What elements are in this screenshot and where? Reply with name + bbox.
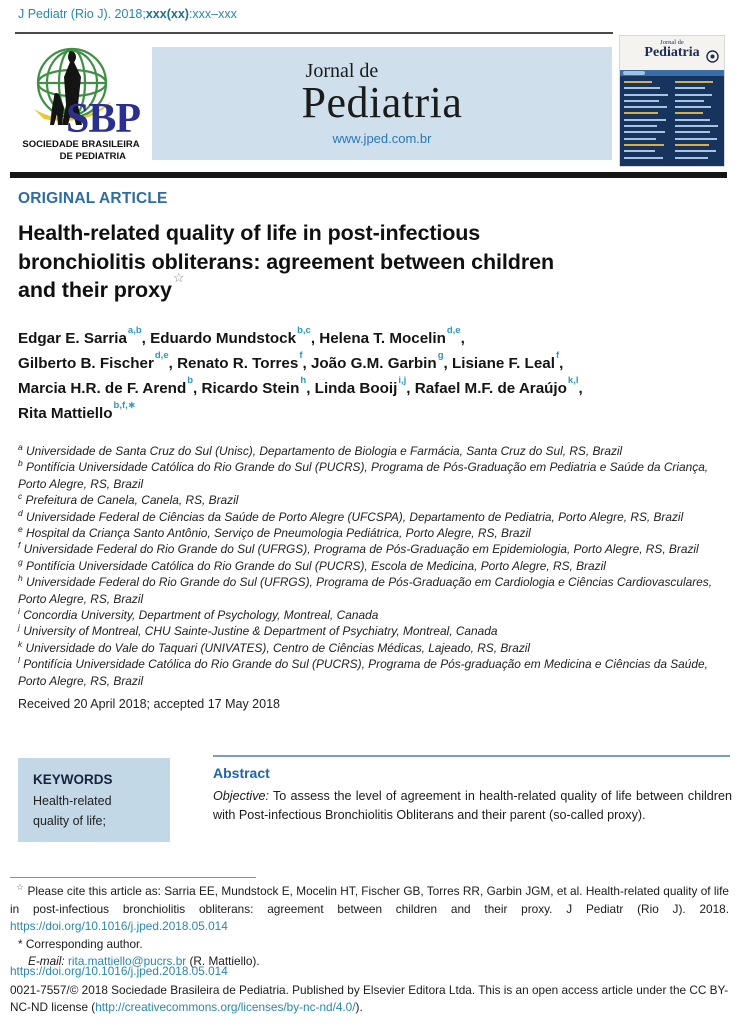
journal-banner-title bbox=[301, 60, 463, 127]
email-label: E-mail: bbox=[28, 954, 65, 968]
footnote-divider bbox=[10, 877, 256, 878]
author-list bbox=[18, 326, 723, 426]
affiliation: $^j$ University of Montreal, CHU Sainte-Justine & Department of Psychiatry, Montreal, Canada bbox=[18, 622, 498, 639]
banner-title-line1: Jornal de bbox=[305, 60, 379, 82]
affiliation: $^e$ Hospital da Criança Santo Antônio, Serviço de Pneumologia Pediátrica, Porto Alegre, RS, Brazil bbox=[18, 524, 531, 541]
journal-reference bbox=[18, 7, 237, 21]
article-doi-link[interactable]: https://doi.org/10.1016/j.jped.2018.05.014 bbox=[10, 964, 228, 978]
abstract-section bbox=[213, 765, 732, 825]
author-affiliation-sup: a,b bbox=[127, 324, 142, 336]
sbp-caption-line2: DE PEDIATRIA bbox=[59, 151, 126, 162]
article-title bbox=[18, 219, 698, 305]
cover-title-line1: Jornal de bbox=[660, 39, 684, 46]
cover-contents-lines bbox=[620, 76, 724, 168]
journal-ref-prefix: J Pediatr (Rio J). 2018; bbox=[18, 7, 146, 21]
keyword: quality of life; bbox=[33, 814, 106, 828]
abstract-objective bbox=[213, 787, 732, 825]
author-affiliation-sup: h bbox=[300, 374, 307, 386]
abstract-divider bbox=[213, 755, 730, 757]
copyright-license-line bbox=[10, 982, 729, 1017]
title-line2: bronchiolitis obliterans: agreement between children bbox=[18, 249, 554, 274]
affiliation: $^k$ Universidade do Vale do Taquari (UNIVATES), Centro de Ciências Médicas, Lajeado, RS, Brazil bbox=[18, 638, 531, 655]
author-affiliation-sup: f bbox=[555, 349, 560, 361]
section-divider-bar bbox=[10, 172, 727, 178]
affiliation: $^l$ Pontifícia Universidade Católica do Rio Grande do Sul (PUCRS), Programa de Pós-graduação em Medicina e Ciências da Saúde, Porto Alegre, RS, Brazil bbox=[18, 655, 708, 688]
author-affiliation-sup: g bbox=[437, 349, 444, 361]
article-type-label: ORIGINAL ARTICLE bbox=[18, 190, 168, 207]
author: Edgar E. Sarria$^{a,b}$, bbox=[18, 324, 151, 347]
objective-label: Objective: bbox=[213, 789, 269, 803]
journal-ref-pages: :xxx–xxx bbox=[188, 7, 237, 21]
copyright-text: 0021-7557/© 2018 Sociedade Brasileira de Pediatria. Published by Elsevier Editora Ltda. This is an open access article under the CC BY-NC-ND license ( bbox=[10, 982, 729, 1014]
keywords-heading: KEYWORDS bbox=[33, 772, 113, 787]
header-divider bbox=[15, 32, 613, 34]
citation-footnote bbox=[10, 883, 729, 936]
journal-ref-volume: xxx(xx) bbox=[145, 7, 189, 21]
email-suffix: (R. Mattiello). bbox=[189, 954, 260, 968]
sbp-acronym: SBP bbox=[66, 96, 141, 142]
cover-emblem-icon bbox=[706, 50, 719, 63]
affiliation-list bbox=[18, 443, 730, 689]
cover-header bbox=[620, 36, 724, 70]
author: Lisiane F. Leal$^f$, bbox=[451, 349, 564, 372]
sbp-logo bbox=[14, 43, 148, 167]
author-affiliation-sup: d,e bbox=[154, 349, 169, 361]
journal-cover-thumbnail bbox=[620, 36, 724, 166]
affiliation: $^b$ Pontifícia Universidade Católica do Rio Grande do Sul (PUCRS), Programa de Pós-Graduação em Pediatria e Saúde da Criança, Porto Alegre, RS, Brazil bbox=[18, 458, 709, 491]
author-affiliation-sup: f bbox=[299, 349, 303, 361]
banner-title-line2: Pediatria bbox=[301, 78, 463, 127]
cover-title-line2: Pediatria bbox=[644, 45, 700, 60]
objective-text: To assess the level of agreement in health-related quality of life between children with Post-infectious Bronchiolitis Obliterans and their parent (so-called proxy). bbox=[213, 789, 732, 822]
affiliation: $^c$ Prefeitura de Canela, Canela, RS, Brazil bbox=[18, 491, 239, 508]
author-affiliation-sup: b bbox=[187, 374, 194, 386]
sbp-caption-line1: SOCIEDADE BRASILEIRA bbox=[22, 139, 140, 150]
title-line1: Health-related quality of life in post-infectious bbox=[18, 221, 481, 245]
keywords-box bbox=[18, 758, 170, 842]
citation-doi-link[interactable]: https://doi.org/10.1016/j.jped.2018.05.014 bbox=[10, 919, 228, 933]
affiliation: $^f$ Universidade Federal do Rio Grande do Sul (UFRGS), Programa de Pós-Graduação em Epidemiologia, Porto Alegre, RS, Brazil bbox=[18, 540, 699, 557]
author-affiliation-sup: b,f,∗ bbox=[113, 399, 136, 411]
author: Gilberto B. Fischer$^{d,e}$, bbox=[18, 349, 178, 372]
cover-band bbox=[620, 70, 724, 76]
copyright-suffix: ). bbox=[355, 1000, 363, 1014]
author: Helena T. Mocelin$^{d,e}$, bbox=[319, 324, 465, 347]
author: Rafael M.F. de Araújo$^{k,l}$, bbox=[414, 374, 583, 397]
author: Rita Mattiello$^{b,f,∗}$ bbox=[18, 399, 136, 422]
author: Renato R. Torres$^f$, bbox=[177, 349, 311, 372]
keywords-items bbox=[33, 791, 162, 831]
affiliation: $^a$ Universidade de Santa Cruz do Sul (Unisc), Departamento de Biologia e Farmácia, Santa Cruz do Sul, RS, Brazil bbox=[18, 442, 623, 458]
author: João G.M. Garbin$^g$, bbox=[310, 349, 452, 372]
author-affiliation-sup: d,e bbox=[446, 324, 461, 336]
author-affiliation-sup: b,c bbox=[297, 324, 311, 336]
author: Ricardo Stein$^h$, bbox=[201, 374, 315, 397]
affiliation: $^h$ Universidade Federal do Rio Grande do Sul (UFRGS), Programa de Pós-Graduação em Cardiologia e Ciências Cardiovasculares, Porto Alegre, RS, Brazil bbox=[18, 573, 713, 606]
title-line3: and their proxy bbox=[18, 278, 172, 302]
received-dates: Received 20 April 2018; accepted 17 May 2018 bbox=[18, 697, 280, 711]
sbp-caption bbox=[14, 139, 148, 163]
email-link[interactable]: rita.mattiello@pucrs.br bbox=[68, 954, 187, 968]
publisher-block bbox=[10, 963, 729, 1017]
author: Linda Booij$^{i,j}$, bbox=[314, 374, 415, 397]
keyword: Health-related bbox=[33, 794, 112, 808]
footnote-star-icon: ☆ bbox=[16, 882, 25, 893]
journal-banner bbox=[152, 47, 612, 160]
author: Eduardo Mundstock$^{b,c}$, bbox=[150, 324, 320, 347]
abstract-heading: Abstract bbox=[213, 765, 270, 781]
affiliation: $^g$ Pontifícia Universidade Católica do Rio Grande do Sul (PUCRS), Escola de Medicina, Porto Alegre, RS, Brazil bbox=[18, 556, 606, 573]
author-affiliation-sup: k,l bbox=[567, 374, 579, 386]
affiliation: $^i$ Concordia University, Department of Psychology, Montreal, Canada bbox=[18, 606, 379, 623]
corresponding-author-note: * Corresponding author. bbox=[18, 936, 143, 951]
author-affiliation-sup: i,j bbox=[398, 374, 407, 386]
journal-website-link[interactable]: www.jped.com.br bbox=[332, 131, 432, 146]
citation-text: Please cite this article as: Sarria EE, Mundstock E, Mocelin HT, Fischer GB, Torres RR, Garbin JGM, et al. Health-related quality of life in post-infectious bronchiolitis obliterans: agreement between children and their proxy. J Pediatr (Rio J). 2018. bbox=[10, 884, 729, 916]
license-link[interactable]: http://creativecommons.org/licenses/by-nc-nd/4.0/ bbox=[95, 1000, 356, 1014]
author: Marcia H.R. de F. Arend$^b$, bbox=[18, 374, 202, 397]
affiliation: $^d$ Universidade Federal de Ciências da Saúde de Porto Alegre (UFCSPA), Departamento de Pediatria, Porto Alegre, RS, Brazil bbox=[18, 507, 684, 524]
title-footnote-star-icon: ☆ bbox=[172, 269, 185, 285]
footnotes-block bbox=[10, 883, 729, 971]
